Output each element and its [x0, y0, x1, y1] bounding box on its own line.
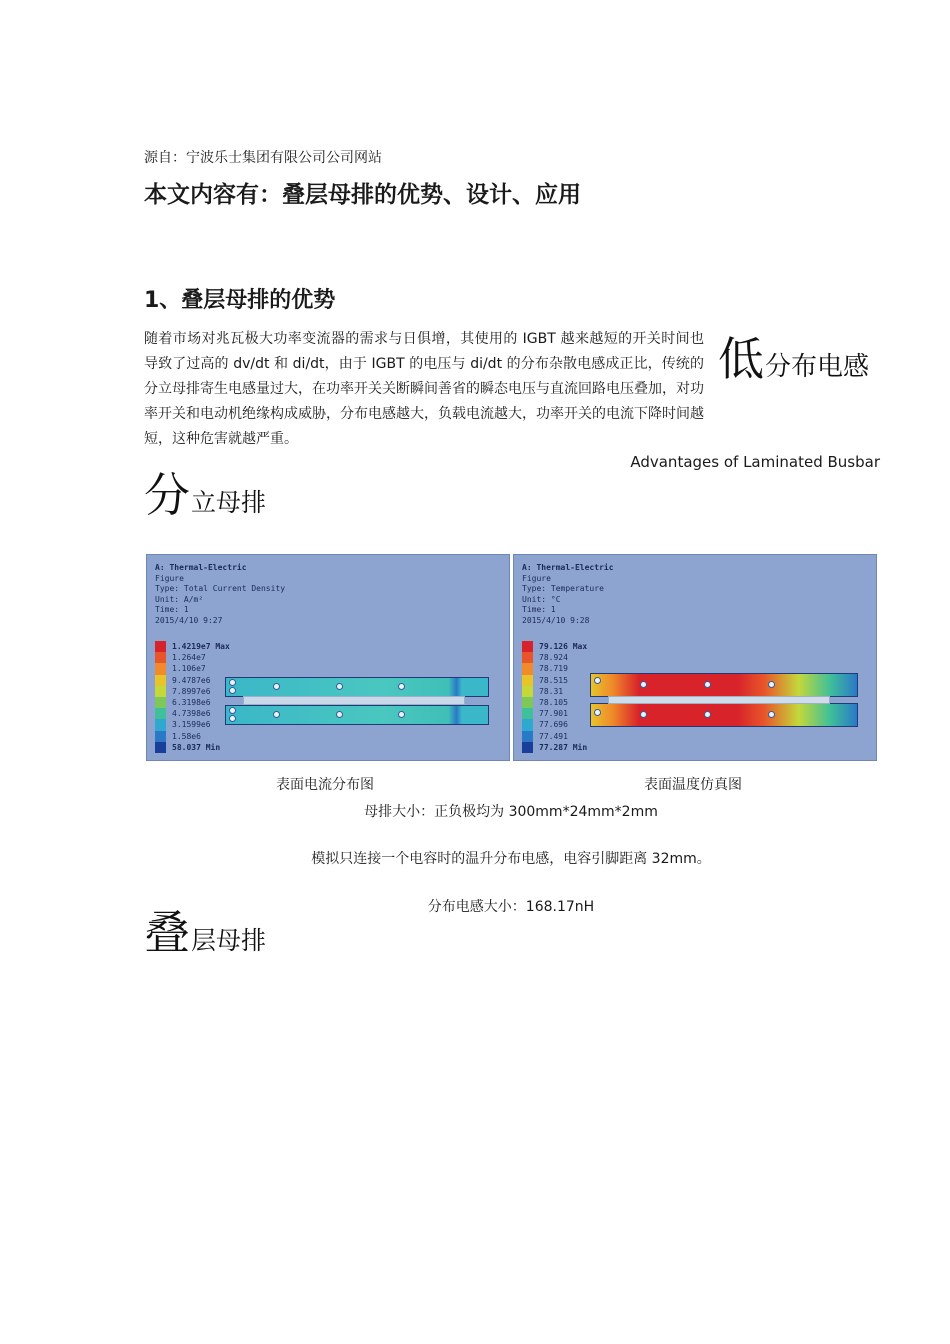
inductance-note: 分布电感大小：168.17nH [427, 899, 595, 915]
legend-swatch [522, 641, 533, 652]
legend-value: 7.8997e6 [172, 686, 211, 696]
temperature-figure [513, 554, 877, 761]
legend-swatch [155, 641, 166, 652]
terminal-hole [229, 715, 236, 722]
legend-value: 9.4787e6 [172, 675, 211, 685]
legend-swatch [522, 708, 533, 719]
legend-value: 79.126 Max [539, 642, 588, 652]
legend-swatch [155, 652, 166, 663]
mounting-hole [398, 711, 405, 718]
section-heading: 1、叠层母排的优势 [144, 288, 336, 313]
legend-swatch [155, 675, 166, 686]
mounting-hole [768, 711, 775, 718]
legend-swatch [522, 697, 533, 708]
busbar-gap-strip [243, 696, 465, 705]
legend-row [155, 675, 230, 686]
legend-row [522, 652, 587, 663]
mounting-hole [704, 711, 711, 718]
legend-row [522, 708, 587, 719]
legend-swatch [155, 742, 166, 753]
legend-swatch [155, 708, 166, 719]
mounting-hole [704, 681, 711, 688]
mounting-hole [273, 711, 280, 718]
legend-row [522, 731, 587, 742]
busbar-plate-top [590, 673, 858, 697]
mounting-hole [336, 683, 343, 690]
legend-swatch [522, 675, 533, 686]
legend-swatch [522, 663, 533, 674]
legend-row [522, 742, 587, 753]
laminated-busbar-title [144, 906, 267, 960]
terminal-hole [594, 709, 601, 716]
legend-row [522, 675, 587, 686]
legend-value: 78.924 [539, 653, 568, 663]
busbar-plate-bottom [590, 703, 858, 727]
legend-value: 77.287 Min [539, 742, 588, 752]
side-title-rest: 分布电感 [765, 352, 870, 382]
laminated-busbar-big-char: 叠 [144, 906, 190, 960]
legend-value: 78.31 [539, 686, 564, 696]
legend-value: 1.106e7 [172, 664, 206, 674]
color-legend [155, 641, 230, 753]
legend-row [155, 697, 230, 708]
legend-swatch [522, 652, 533, 663]
mounting-hole [640, 711, 647, 718]
color-legend [522, 641, 587, 753]
legend-swatch [522, 686, 533, 697]
legend-row [155, 719, 230, 730]
legend-swatch [155, 663, 166, 674]
source-line: 源自：宁波乐士集团有限公司公司网站 [144, 150, 382, 166]
legend-row [155, 663, 230, 674]
side-title-low-inductance [718, 332, 870, 386]
legend-row [522, 719, 587, 730]
laminated-busbar-rest: 层母排 [191, 926, 267, 955]
legend-row [522, 641, 587, 652]
legend-row [155, 731, 230, 742]
split-busbar-rest: 立母排 [191, 488, 267, 517]
legend-swatch [155, 719, 166, 730]
mounting-hole [640, 681, 647, 688]
legend-swatch [522, 731, 533, 742]
legend-row [155, 742, 230, 753]
split-busbar-big-char: 分 [144, 468, 190, 522]
mounting-hole [336, 711, 343, 718]
legend-row [522, 663, 587, 674]
legend-value: 1.264e7 [172, 653, 206, 663]
legend-row [155, 652, 230, 663]
busbar-plate-bottom [225, 705, 489, 725]
legend-value: 58.037 Min [172, 742, 221, 752]
legend-value: 3.1599e6 [172, 720, 211, 730]
legend-swatch [522, 719, 533, 730]
figure-header-text: A: Thermal-Electric Figure Type: Total Current Density Unit: A/m² Time: 1 2015/4/10 9:27 [155, 563, 286, 625]
legend-value: 77.696 [539, 720, 568, 730]
mounting-hole [273, 683, 280, 690]
busbar-gap-strip [608, 696, 830, 704]
legend-row [522, 697, 587, 708]
english-caption: Advantages of Laminated Busbar [630, 453, 880, 471]
side-title-big-char: 低 [718, 332, 764, 386]
legend-swatch [155, 731, 166, 742]
terminal-hole [229, 679, 236, 686]
legend-value: 77.901 [539, 709, 568, 719]
legend-value: 78.515 [539, 675, 568, 685]
legend-value: 1.4219e7 Max [172, 642, 230, 652]
legend-swatch [522, 742, 533, 753]
busbar-plate-top [225, 677, 489, 697]
legend-row [155, 686, 230, 697]
simulation-note: 模拟只连接一个电容时的温升分布电感，电容引脚距离 32mm。 [311, 851, 711, 867]
legend-swatch [155, 686, 166, 697]
legend-row [155, 641, 230, 652]
busbar-size-note: 母排大小：正负极均为 300mm*24mm*2mm [364, 804, 658, 820]
legend-value: 77.491 [539, 731, 568, 741]
legend-swatch [155, 697, 166, 708]
legend-value: 78.719 [539, 664, 568, 674]
split-busbar-title [144, 468, 267, 522]
terminal-hole [594, 677, 601, 684]
mounting-hole [398, 683, 405, 690]
figure-header-text: A: Thermal-Electric Figure Type: Temperature Unit: °C Time: 1 2015/4/10 9:28 [522, 563, 614, 625]
figure-caption-current: 表面电流分布图 [276, 777, 374, 793]
page-title: 本文内容有：叠层母排的优势、设计、应用 [144, 182, 581, 208]
terminal-hole [229, 687, 236, 694]
mounting-hole [768, 681, 775, 688]
body-paragraph: 随着市场对兆瓦极大功率变流器的需求与日俱增，其使用的 IGBT 越来越短的开关时间也导致了过高的 dv/dt 和 di/dt，由于 IGBT 的电压与 di/dt 的分布杂散电感成正比，传统的分立母排寄生电感量过大，在功率开关关断瞬间善省的瞬态电压与直流回路电压叠加，对功率开关和电动机绝缘构成威胁，分布电感越大，负载电流越大，功率开关的电流下降时间越短，这种危害就越严重。 [144, 331, 704, 447]
legend-value: 1.58e6 [172, 731, 201, 741]
terminal-hole [229, 707, 236, 714]
figure-caption-temperature: 表面温度仿真图 [644, 777, 742, 793]
legend-value: 6.3198e6 [172, 698, 211, 708]
legend-value: 4.7398e6 [172, 709, 211, 719]
current-density-figure [146, 554, 510, 761]
legend-row [155, 708, 230, 719]
legend-row [522, 686, 587, 697]
legend-value: 78.105 [539, 698, 568, 708]
